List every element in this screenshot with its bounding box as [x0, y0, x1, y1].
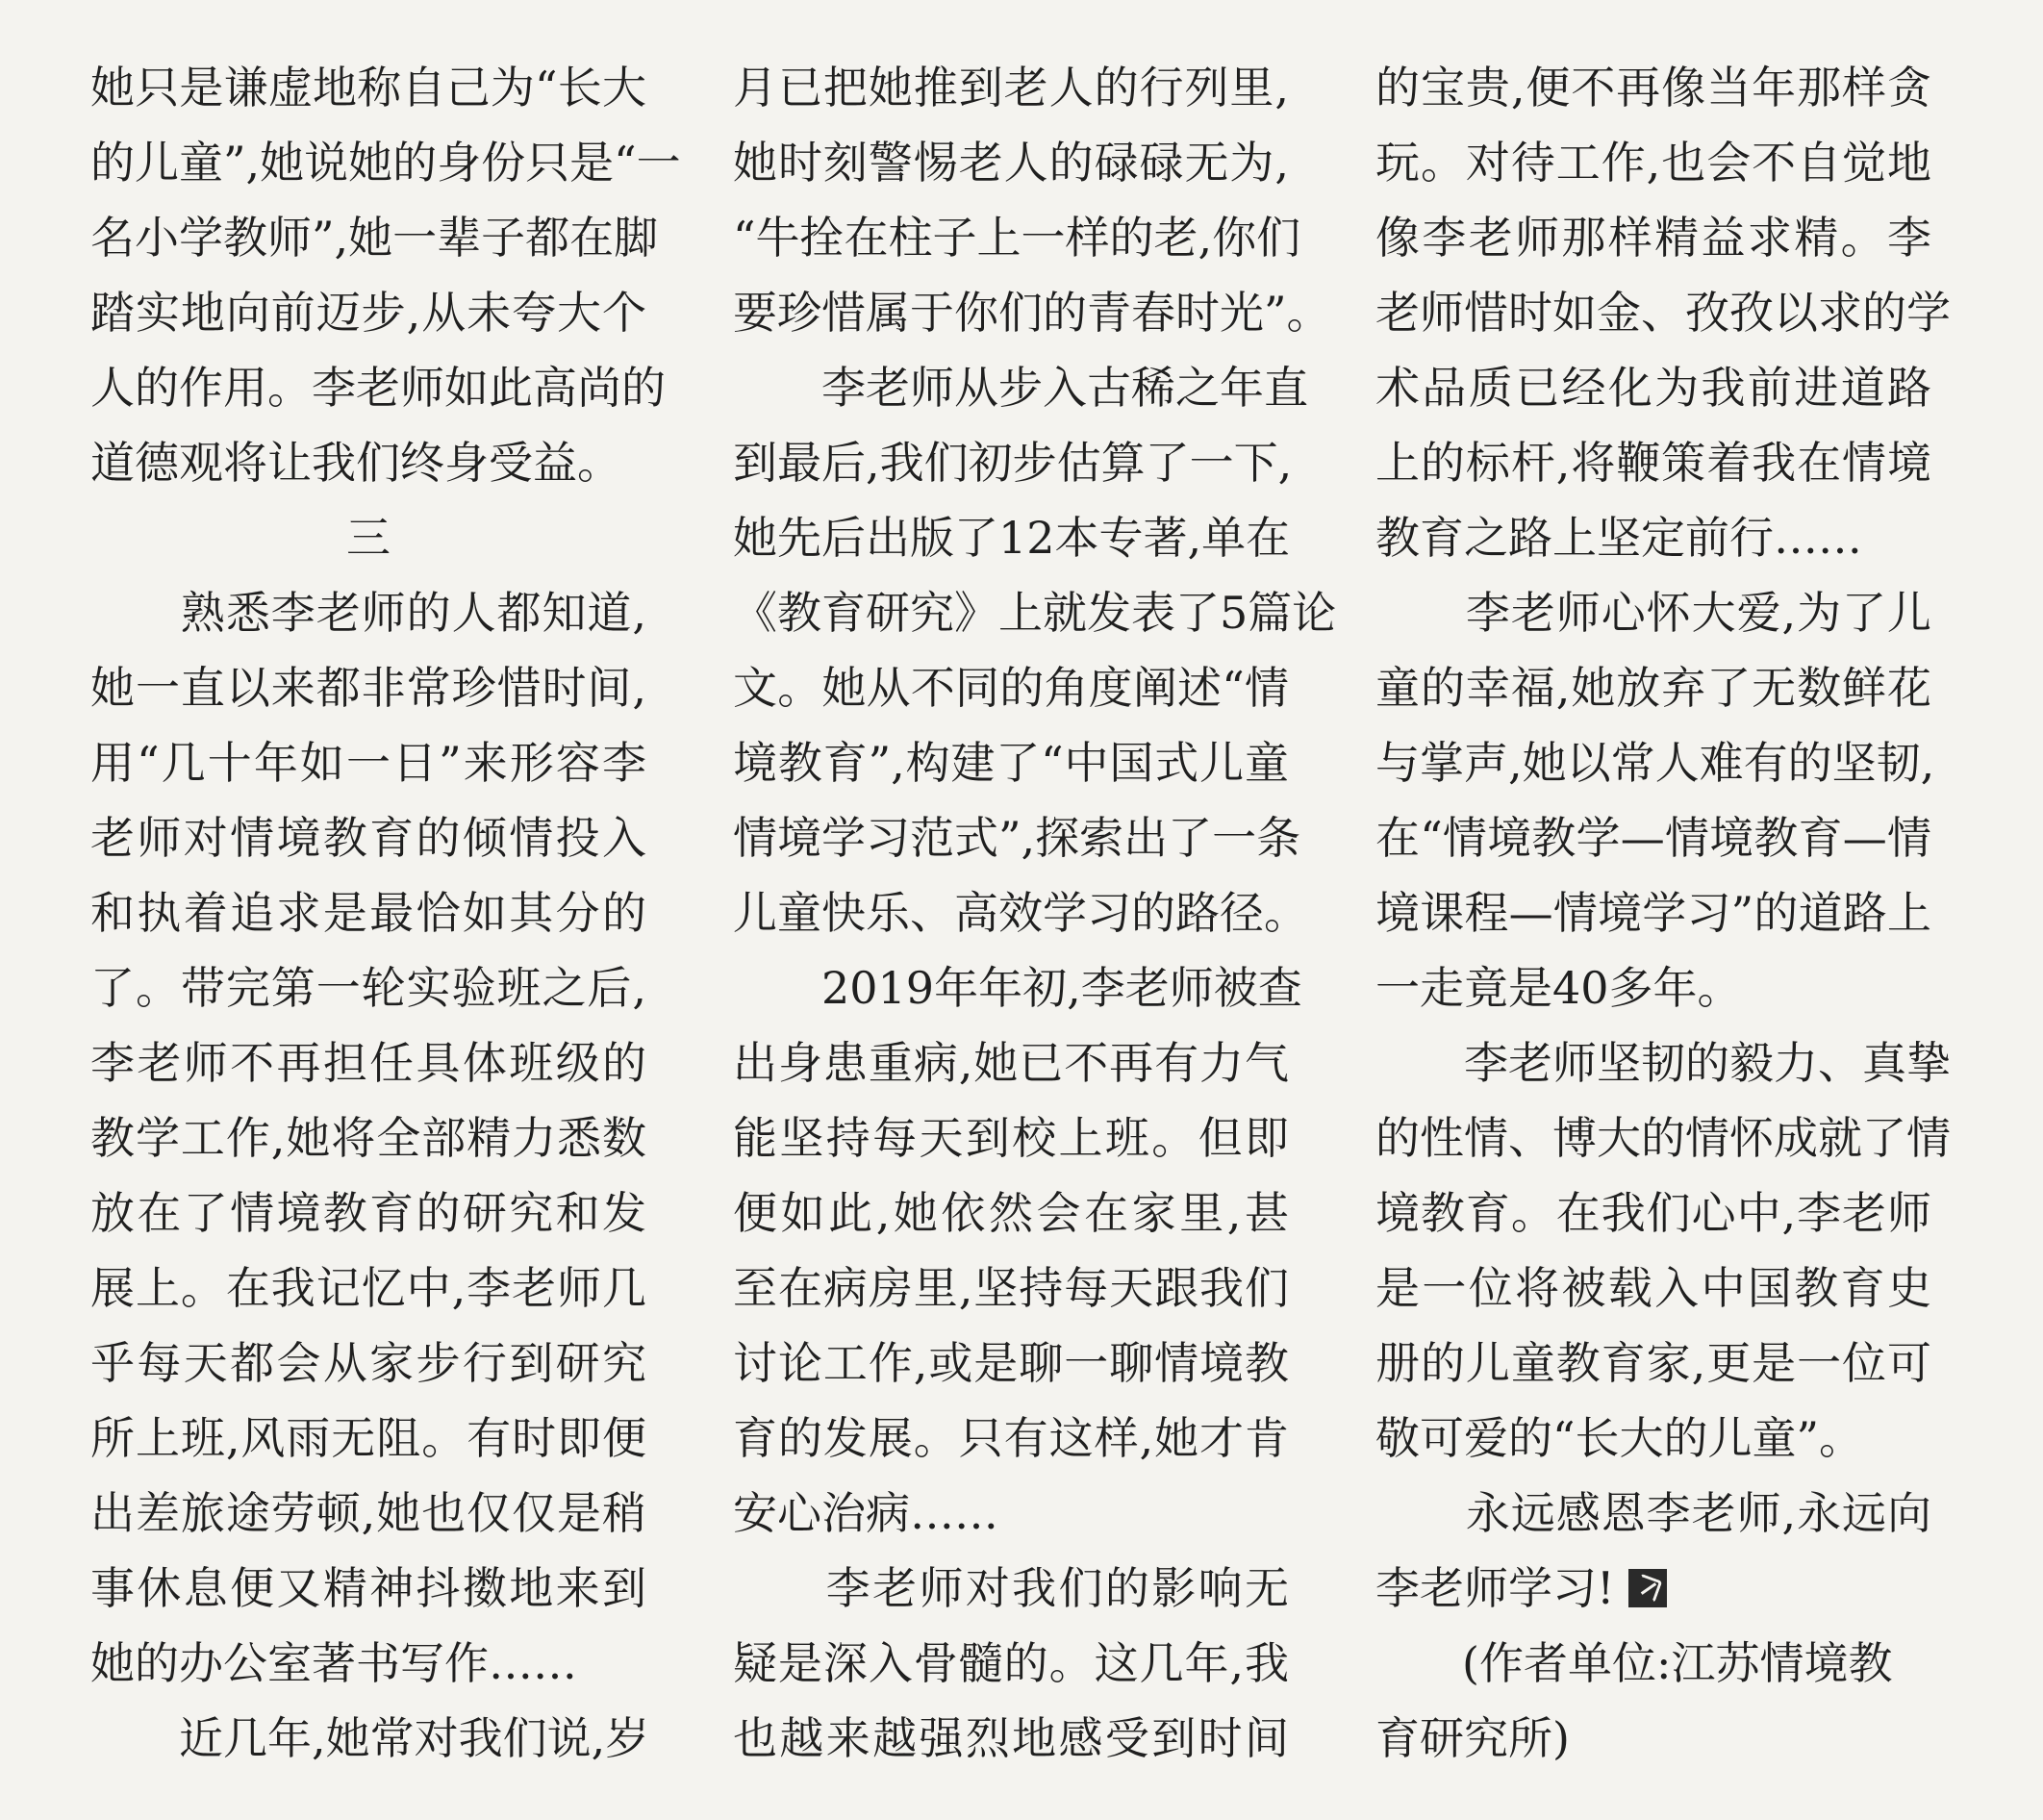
- text-line: 境教育”,构建了“中国式儿童: [733, 737, 1289, 789]
- final-text: 李老师学习!: [1375, 1562, 1615, 1614]
- text-line: 人的作用。李老师如此高尚的: [90, 362, 666, 414]
- text-line: 近几年,她常对我们说,岁: [90, 1712, 650, 1764]
- author-affiliation-line: 育研究所): [1375, 1712, 1570, 1764]
- text-line: 境教育。在我们心中,李老师: [1375, 1187, 1931, 1239]
- text-line: 教育之路上坚定前行……: [1375, 512, 1862, 564]
- text-line: 和执着追求是最恰如其分的: [90, 887, 646, 939]
- text-line: 她的办公室著书写作……: [90, 1637, 577, 1689]
- text-line: 也越来越强烈地感受到时间: [733, 1712, 1289, 1764]
- text-line: 疑是深入骨髓的。这几年,我: [733, 1637, 1289, 1689]
- text-line: 玩。对待工作,也会不自觉地: [1375, 137, 1931, 189]
- text-line: 安心治病……: [733, 1487, 998, 1539]
- text-line: 出身患重病,她已不再有力气: [733, 1037, 1289, 1089]
- text-line: 她先后出版了12本专著,单在: [733, 512, 1291, 564]
- text-line: 文。她从不同的角度阐述“情: [733, 662, 1289, 714]
- text-line: 的性情、博大的情怀成就了情: [1375, 1112, 1951, 1164]
- text-line: “牛拴在柱子上一样的老,你们: [733, 212, 1301, 264]
- text-line: 用“几十年如一日”来形容李: [90, 737, 646, 789]
- text-line: 老师惜时如金、孜孜以求的学: [1375, 287, 1951, 339]
- text-line: 术品质已经化为我前进道路: [1375, 362, 1931, 414]
- text-line: 李老师坚韧的毅力、真挚: [1375, 1037, 1951, 1089]
- article-end-mark-icon: [1628, 1569, 1667, 1607]
- text-line: 《教育研究》上就发表了5篇论: [733, 587, 1337, 639]
- text-line: 老师对情境教育的倾情投入: [90, 812, 646, 864]
- text-line: 月已把她推到老人的行列里,: [733, 62, 1289, 114]
- text-line: 乎每天都会从家步行到研究: [90, 1337, 646, 1389]
- text-line: 像李老师那样精益求精。李: [1375, 212, 1931, 264]
- text-line: 道德观将让我们终身受益。: [90, 437, 621, 489]
- text-line: 到最后,我们初步估算了一下,: [733, 437, 1293, 489]
- text-line: 册的儿童教育家,更是一位可: [1375, 1337, 1931, 1389]
- text-line: 她时刻警惕老人的碌碌无为,: [733, 137, 1289, 189]
- text-line: 能坚持每天到校上班。但即: [733, 1112, 1289, 1164]
- text-line: 上的标杆,将鞭策着我在情境: [1375, 437, 1931, 489]
- text-line: 与掌声,她以常人难有的坚韧,: [1375, 737, 1935, 789]
- text-line: 情境学习范式”,探索出了一条: [733, 812, 1301, 864]
- text-line: 事休息便又精神抖擞地来到: [90, 1562, 646, 1614]
- text-column-2: [733, 50, 1337, 1776]
- text-line: 放在了情境教育的研究和发: [90, 1187, 646, 1239]
- text-line: 童的幸福,她放弃了无数鲜花: [1375, 662, 1931, 714]
- text-line: 李老师对我们的影响无: [733, 1562, 1289, 1614]
- text-line: 至在病房里,坚持每天跟我们: [733, 1262, 1289, 1314]
- section-heading: 三: [346, 512, 391, 564]
- text-line: 她只是谦虚地称自己为“长大: [90, 62, 646, 114]
- text-line: 一走竟是40多年。: [1375, 962, 1742, 1014]
- text-column-3: [1375, 50, 1951, 1776]
- text-line: 踏实地向前迈步,从未夸大个: [90, 287, 646, 339]
- text-line: 境课程—情境学习”的道路上: [1375, 887, 1931, 939]
- text-line: 展上。在我记忆中,李老师几: [90, 1262, 646, 1314]
- text-line: 便如此,她依然会在家里,甚: [733, 1187, 1289, 1239]
- text-line: 讨论工作,或是聊一聊情境教: [733, 1337, 1289, 1389]
- text-line: 的宝贵,便不再像当年那样贪: [1375, 62, 1931, 114]
- text-line: 熟悉李老师的人都知道,: [90, 587, 646, 639]
- text-line: 儿童快乐、高效学习的路径。: [733, 887, 1308, 939]
- text-line: 所上班,风雨无阻。有时即便: [90, 1412, 646, 1464]
- text-line: 她一直以来都非常珍惜时间,: [90, 662, 646, 714]
- text-line: 永远感恩李老师,永远向: [1375, 1487, 1931, 1539]
- text-line: 了。带完第一轮实验班之后,: [90, 962, 646, 1014]
- author-affiliation-line: (作者单位:江苏情境教: [1462, 1637, 1893, 1689]
- text-line: 的儿童”,她说她的身份只是“一: [90, 137, 681, 189]
- text-column-1: [90, 50, 681, 1776]
- text-line: 李老师从步入古稀之年直: [733, 362, 1308, 414]
- text-line: 是一位将被载入中国教育史: [1375, 1262, 1931, 1314]
- text-line: 教学工作,她将全部精力悉数: [90, 1112, 646, 1164]
- text-line: 在“情境教学—情境教育—情: [1375, 812, 1931, 864]
- text-line: 育的发展。只有这样,她才肯: [733, 1412, 1289, 1464]
- text-line: 李老师不再担任具体班级的: [90, 1037, 646, 1089]
- text-line: 李老师心怀大爱,为了儿: [1375, 587, 1931, 639]
- text-line: 名小学教师”,她一辈子都在脚: [90, 212, 659, 264]
- text-line: 出差旅途劳顿,她也仅仅是稍: [90, 1487, 646, 1539]
- text-line: 敬可爱的“长大的儿童”。: [1375, 1412, 1864, 1464]
- text-line: 2019年年初,李老师被查: [733, 962, 1302, 1014]
- text-line: 要珍惜属于你们的青春时光”。: [733, 287, 1331, 339]
- final-text-line: [1375, 1551, 1931, 1626]
